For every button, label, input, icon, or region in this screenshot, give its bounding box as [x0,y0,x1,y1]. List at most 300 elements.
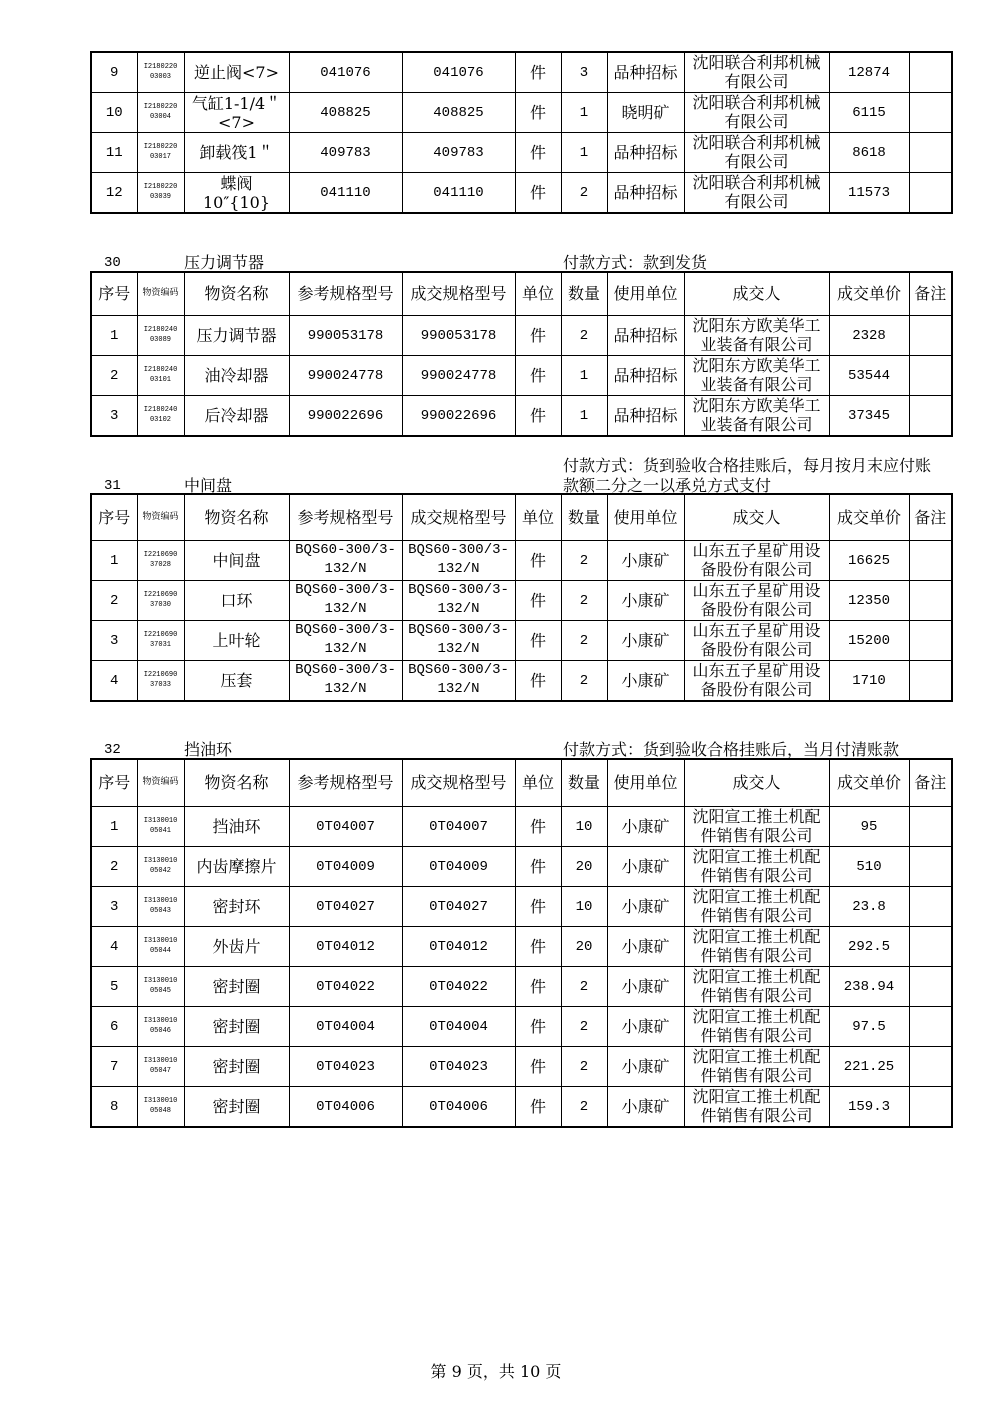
cell-reference-spec [289,93,402,133]
using-unit-value: 品种招标 [613,405,678,425]
unit-price-value: 8618 [852,145,886,161]
section-items-table [90,758,953,1128]
cell-deal-spec [402,660,515,701]
using-unit-value: 小康矿 [621,896,670,916]
cell-remark [909,926,952,966]
cell-seq [91,1046,137,1086]
cell-reference-spec [289,660,402,701]
cell-material-code [137,173,184,214]
header-material-name: 物资名称 [184,494,289,540]
cell-remark [909,52,952,93]
cell-material-name [184,660,289,701]
cell-seq [91,846,137,886]
supplier-value: 沈阳联合利邦机械有限公司 [692,133,821,171]
cell-reference-spec [289,1006,402,1046]
unit-value: 件 [529,143,546,162]
header-supplier: 成交人 [684,272,829,315]
cell-remark [909,93,952,133]
cell-material-code [137,846,184,886]
material-name-value: 密封圈 [212,976,261,996]
cell-material-name [184,355,289,395]
material-code-value: I313001005043 [143,896,178,915]
cell-unit [515,846,561,886]
supplier-value: 沈阳宣工推土机配件销售有限公司 [692,1006,821,1045]
cell-unit [515,52,561,93]
deal-spec-value: 990024778 [420,367,497,384]
cell-unit [515,926,561,966]
header-unit: 单位 [515,272,561,315]
cell-reference-spec [289,540,402,580]
cell-material-code [137,355,184,395]
table-row [91,395,952,436]
cell-unit-price [829,52,909,93]
header-material-name: 物资名称 [184,759,289,806]
material-name-value: 密封圈 [212,1056,261,1076]
seq-value: 7 [110,1058,119,1075]
cell-material-code [137,660,184,701]
material-name-value: 上叶轮 [212,630,261,650]
table-row [91,926,952,966]
header-seq: 序号 [91,494,137,540]
material-code-value: I221069037031 [143,630,178,649]
cell-material-code [137,966,184,1006]
unit-value: 件 [529,856,546,876]
seq-value: 6 [110,1018,119,1035]
cell-unit-price [829,173,909,214]
reference-spec-value: 0T04023 [316,1058,375,1075]
section-number: 30 [104,255,121,271]
quantity-value: 1 [579,367,589,384]
material-code-value: I313001005047 [143,1056,178,1075]
cell-supplier [684,1046,829,1086]
cell-reference-spec [289,846,402,886]
header-deal-spec: 成交规格型号 [402,272,515,315]
unit-price-value: 221.25 [843,1058,895,1075]
payment-terms: 付款方式：货到验收合格挂账后，当月付清账款 [563,740,900,759]
using-unit-value: 品种招标 [613,325,678,345]
reference-spec-value: 041110 [320,185,371,201]
header-unit-price: 成交单价 [829,759,909,806]
deal-spec-value: 0T04022 [429,978,488,995]
table-row [91,93,952,133]
material-name-value: 后冷却器 [204,405,269,425]
deal-spec-value: 409783 [433,145,484,161]
deal-spec-value: 0T04007 [429,818,488,835]
cell-seq [91,52,137,93]
cell-reference-spec [289,133,402,173]
cell-unit [515,133,561,173]
quantity-value: 20 [575,858,593,875]
cell-seq [91,926,137,966]
quantity-value: 2 [579,552,589,569]
quantity-value: 1 [579,145,589,161]
cell-deal-spec [402,846,515,886]
unit-value: 件 [529,936,546,956]
cell-unit-price [829,660,909,701]
cell-deal-spec [402,1006,515,1046]
items-table [90,758,953,1128]
cell-deal-spec [402,133,515,173]
table-row [91,660,952,701]
cell-supplier [684,926,829,966]
cell-quantity [561,660,607,701]
cell-using-unit [607,886,684,926]
cell-remark [909,1006,952,1046]
section-title: 压力调节器 [184,253,265,272]
cell-supplier [684,660,829,701]
material-code-value: I313001005041 [143,816,178,835]
header-reference-spec: 参考规格型号 [289,759,402,806]
table-row [91,173,952,214]
unit-value: 件 [529,63,546,82]
cell-using-unit [607,173,684,214]
header-unit-price: 成交单价 [829,494,909,540]
cell-material-name [184,93,289,133]
cell-material-name [184,315,289,355]
page-number: 第 9 页，共 10 页 [430,1362,562,1381]
cell-reference-spec [289,966,402,1006]
table-row [91,1006,952,1046]
table-row [91,1046,952,1086]
seq-value: 2 [110,592,119,609]
table-row [91,133,952,173]
cell-supplier [684,580,829,620]
unit-value: 件 [529,1016,546,1036]
reference-spec-value: BQS60-300/3-132/N [295,582,396,617]
cell-seq [91,886,137,926]
cell-quantity [561,806,607,846]
cell-remark [909,133,952,173]
cell-using-unit [607,806,684,846]
cell-unit-price [829,1046,909,1086]
quantity-value: 2 [579,672,589,689]
unit-price-value: 97.5 [852,1018,886,1035]
using-unit-value: 小康矿 [621,816,670,836]
reference-spec-value: 0T04009 [316,858,375,875]
cell-deal-spec [402,355,515,395]
using-unit-value: 小康矿 [621,670,670,690]
section-number: 31 [104,478,121,494]
deal-spec-value: 0T04023 [429,1058,488,1075]
material-code-value: I218024003101 [143,365,178,384]
header-using-unit: 使用单位 [607,272,684,315]
cell-supplier [684,173,829,214]
quantity-value: 1 [579,105,589,121]
material-name-value: 蝶阀10″{10} [202,173,271,212]
material-code-value: I313001005044 [143,936,178,955]
cell-unit-price [829,395,909,436]
cell-material-code [137,926,184,966]
supplier-value: 沈阳联合利邦机械有限公司 [692,53,821,91]
header-using-unit: 使用单位 [607,494,684,540]
cell-using-unit [607,926,684,966]
unit-price-value: 510 [856,858,882,875]
cell-unit-price [829,846,909,886]
seq-value: 1 [110,818,119,835]
reference-spec-value: 409783 [320,145,371,161]
unit-value: 件 [529,325,546,345]
unit-price-value: 11573 [847,185,890,201]
cell-supplier [684,355,829,395]
cell-using-unit [607,660,684,701]
using-unit-value: 小康矿 [621,936,670,956]
unit-price-value: 238.94 [843,978,895,995]
header-reference-spec: 参考规格型号 [289,272,402,315]
quantity-value: 10 [575,898,593,915]
supplier-value: 山东五子星矿用设备股份有限公司 [692,620,821,659]
deal-spec-value: 408825 [433,105,484,121]
supplier-value: 沈阳宣工推土机配件销售有限公司 [692,806,821,845]
deal-spec-value: BQS60-300/3-132/N [408,662,509,697]
cell-remark [909,846,952,886]
cell-remark [909,620,952,660]
cell-unit [515,315,561,355]
cell-quantity [561,173,607,214]
supplier-value: 沈阳宣工推土机配件销售有限公司 [692,846,821,885]
cell-unit-price [829,93,909,133]
cell-seq [91,315,137,355]
using-unit-value: 小康矿 [621,1016,670,1036]
cell-using-unit [607,355,684,395]
cell-unit-price [829,806,909,846]
cell-deal-spec [402,52,515,93]
cell-unit [515,660,561,701]
using-unit-value: 小康矿 [621,976,670,996]
cell-remark [909,315,952,355]
cell-material-code [137,133,184,173]
material-name-value: 密封圈 [212,1016,261,1036]
seq-value: 11 [105,145,123,161]
table-row [91,540,952,580]
quantity-value: 2 [579,592,589,609]
header-material-code: 物资编码 [137,759,184,806]
cell-unit [515,806,561,846]
unit-price-value: 12350 [847,592,890,609]
section-items-table [90,493,953,702]
reference-spec-value: 0T04027 [316,898,375,915]
quantity-value: 2 [579,185,589,201]
material-name-value: 压套 [220,670,253,690]
unit-value: 件 [529,183,546,202]
table-row [91,1086,952,1127]
unit-price-value: 95 [860,818,878,835]
reference-spec-value: 0T04022 [316,978,375,995]
header-quantity: 数量 [561,759,607,806]
material-name-value: 密封环 [212,896,261,916]
seq-value: 2 [110,367,119,384]
reference-spec-value: 0T04006 [316,1098,375,1115]
cell-reference-spec [289,886,402,926]
deal-spec-value: BQS60-300/3-132/N [408,622,509,657]
material-code-value: I218022003017 [143,143,178,161]
cell-quantity [561,395,607,436]
cell-material-code [137,315,184,355]
header-unit-price: 成交单价 [829,272,909,315]
table-row [91,846,952,886]
cell-reference-spec [289,355,402,395]
cell-supplier [684,1086,829,1127]
unit-value: 件 [529,976,546,996]
using-unit-value: 小康矿 [621,1096,670,1116]
section-title: 中间盘 [184,476,233,495]
material-code-value: I313001005042 [143,856,178,875]
using-unit-value: 品种招标 [613,63,678,82]
header-supplier: 成交人 [684,759,829,806]
cell-supplier [684,315,829,355]
cell-reference-spec [289,806,402,846]
using-unit-value: 品种招标 [613,183,678,202]
cell-unit [515,1086,561,1127]
cell-material-code [137,1086,184,1127]
cell-material-name [184,580,289,620]
cell-using-unit [607,1086,684,1127]
seq-value: 8 [110,1098,119,1115]
header-seq: 序号 [91,759,137,806]
cell-using-unit [607,966,684,1006]
cell-material-code [137,806,184,846]
cell-deal-spec [402,580,515,620]
cell-seq [91,1086,137,1127]
cell-using-unit [607,846,684,886]
quantity-value: 1 [579,407,589,424]
supplier-value: 沈阳东方欧美华工业装备有限公司 [692,395,821,434]
unit-value: 件 [529,1096,546,1116]
cell-remark [909,540,952,580]
cell-deal-spec [402,966,515,1006]
section-title: 挡油环 [184,740,233,759]
table-row [91,355,952,395]
using-unit-value: 品种招标 [613,365,678,385]
cell-quantity [561,1086,607,1127]
cell-quantity [561,966,607,1006]
deal-spec-value: 0T04027 [429,898,488,915]
cell-quantity [561,93,607,133]
table-header-row [91,494,952,540]
unit-price-value: 159.3 [847,1098,890,1115]
cell-deal-spec [402,806,515,846]
cell-quantity [561,1006,607,1046]
seq-value: 1 [110,552,119,569]
cell-material-name [184,52,289,93]
unit-value: 件 [529,816,546,836]
deal-spec-value: 0T04012 [429,938,488,955]
quantity-value: 2 [579,327,589,344]
cell-seq [91,355,137,395]
unit-value: 件 [529,590,546,610]
deal-spec-value: 0T04009 [429,858,488,875]
supplier-value: 山东五子星矿用设备股份有限公司 [692,660,821,699]
cell-quantity [561,133,607,173]
table-header-row [91,272,952,315]
material-name-value: 逆止阀<7> [194,63,279,82]
header-seq: 序号 [91,272,137,315]
header-using-unit: 使用单位 [607,759,684,806]
reference-spec-value: BQS60-300/3-132/N [295,662,396,697]
seq-value: 9 [110,65,119,81]
cell-supplier [684,886,829,926]
header-remark: 备注 [909,494,952,540]
seq-value: 10 [105,105,123,121]
cell-seq [91,966,137,1006]
cell-supplier [684,846,829,886]
cell-material-code [137,1046,184,1086]
material-name-value: 压力调节器 [196,325,277,345]
quantity-value: 2 [579,632,589,649]
cell-deal-spec [402,315,515,355]
cell-remark [909,173,952,214]
seq-value: 1 [110,327,119,344]
cell-unit-price [829,886,909,926]
cell-material-name [184,846,289,886]
cell-material-name [184,173,289,214]
cell-material-code [137,52,184,93]
deal-spec-value: 0T04006 [429,1098,488,1115]
supplier-value: 沈阳联合利邦机械有限公司 [692,93,821,131]
unit-price-value: 23.8 [852,898,886,915]
cell-unit-price [829,133,909,173]
cell-seq [91,1006,137,1046]
cell-unit [515,580,561,620]
cell-unit-price [829,540,909,580]
continued-items-table [90,51,953,214]
material-code-value: I218024003089 [143,325,178,344]
unit-value: 件 [529,103,546,122]
cell-deal-spec [402,93,515,133]
reference-spec-value: 0T04004 [316,1018,375,1035]
cell-unit-price [829,355,909,395]
cell-material-code [137,620,184,660]
cell-quantity [561,926,607,966]
header-unit: 单位 [515,494,561,540]
cell-reference-spec [289,926,402,966]
seq-value: 3 [110,898,119,915]
table-row [91,966,952,1006]
material-code-value: I218022003003 [143,63,178,81]
cell-remark [909,355,952,395]
cell-seq [91,620,137,660]
header-deal-spec: 成交规格型号 [402,759,515,806]
cell-unit [515,966,561,1006]
cell-material-code [137,540,184,580]
cell-reference-spec [289,620,402,660]
cell-supplier [684,1006,829,1046]
cell-deal-spec [402,886,515,926]
cell-seq [91,395,137,436]
supplier-value: 沈阳联合利邦机械有限公司 [692,173,821,211]
reference-spec-value: 041076 [320,65,371,81]
header-material-code: 物资编码 [137,272,184,315]
header-material-name: 物资名称 [184,272,289,315]
cell-unit-price [829,620,909,660]
section-items-table [90,271,953,437]
using-unit-value: 小康矿 [621,590,670,610]
cell-quantity [561,886,607,926]
material-code-value: I221069037028 [143,550,178,569]
deal-spec-value: 0T04004 [429,1018,488,1035]
header-deal-spec: 成交规格型号 [402,494,515,540]
deal-spec-value: 041076 [433,65,484,81]
cell-quantity [561,620,607,660]
material-code-value: I313001005045 [143,976,178,995]
cell-unit [515,540,561,580]
unit-price-value: 15200 [847,632,890,649]
cell-remark [909,806,952,846]
cell-material-code [137,395,184,436]
supplier-value: 山东五子星矿用设备股份有限公司 [692,580,821,619]
supplier-value: 沈阳宣工推土机配件销售有限公司 [692,1086,821,1125]
cell-quantity [561,580,607,620]
cell-using-unit [607,580,684,620]
